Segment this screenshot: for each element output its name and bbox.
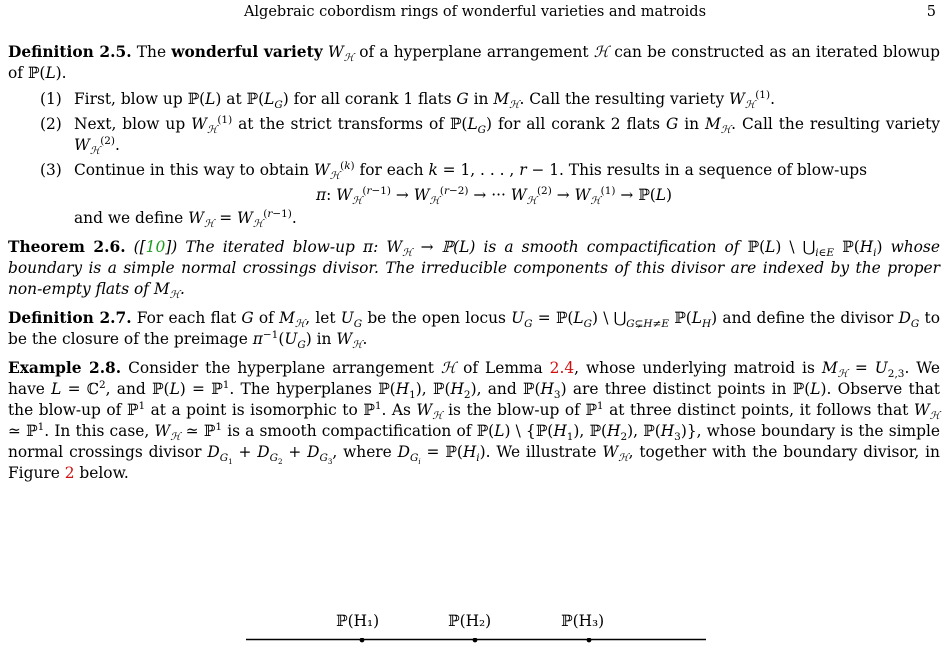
running-header: [0, 2, 950, 24]
theorem-2-6: Theorem 2.6. ([10]) The iterated blow-up π: $W_ℋ$ → ℙ(L) is a smooth compactification of ℙ(L) \ $⋃_{i\in E}$ $ℙ(H_i)$ whose boundary is a simple normal crossings divisor. The irreducible components of this divisor are indexed by the proper non-empty flats of $M_ℋ$.: [8, 238, 940, 302]
theorem-label: Theorem 2.6.: [8, 238, 126, 256]
point-h1-dot: [360, 638, 365, 642]
point-label-h1: ℙ(H₁): [336, 612, 380, 630]
lemma-reference-link[interactable]: 2.4: [549, 359, 575, 377]
page-number: 5: [926, 4, 936, 20]
point-label-h2: ℙ(H₂): [448, 612, 492, 630]
step-number: (2): [40, 115, 62, 133]
figure-reference-link[interactable]: 2: [64, 464, 75, 482]
example-label: Example 2.8.: [8, 359, 122, 377]
running-title: Algebraic cobordism rings of wonderful varieties and matroids: [243, 4, 707, 20]
step-3: (3) Continue in this way to obtain $W_ℋ^{(k)}$ for each k = 1, . . . , r − 1. This results in a sequence of blow-ups: [40, 159, 868, 183]
paper-body: [8, 42, 940, 492]
step-number: (3): [40, 161, 62, 179]
definition-label: Definition 2.5.: [8, 43, 132, 61]
example-2-8: Example 2.8. Consider the hyperplane arrangement ℋ of Lemma 2.4, whose underlying matroid is $M_ℋ = U_{2,3}$. We have L = ℂ$^2$, and ℙ(L) = ℙ$^1$. The hyperplanes $ℙ(H_1)$, $ℙ(H_2)$, and $ℙ(H_3)$ are three distinct points in ℙ(L). Observe that the blow-up of ℙ$^1$ at a point is isomorphic to ℙ$^1$. As $W_ℋ$ is the blow-up of ℙ$^1$ at three distinct points, it follows that $W_ℋ$ ≃ ℙ$^1$. In this case, $W_ℋ$ ≃ ℙ$^1$ is a smooth compactification of ℙ(L) \ {$ℙ(H_1)$, $ℙ(H_2)$, $ℙ(H_3)$}, whose boundary is the simple normal crossings divisor $D_{G_1} + D_{G_2} + D_{G_3}$, where $D_{G_i}$ = $ℙ(H_i)$. We illustrate $W_ℋ$, together with the boundary divisor, in Figure 2 below.: [8, 359, 940, 482]
construction-steps: [8, 89, 940, 181]
point-h2-dot: [473, 638, 478, 642]
definition-label: Definition 2.7.: [8, 309, 132, 327]
definition-conclusion: and we define $W_ℋ = W_ℋ^{(r-1)}$.: [74, 207, 297, 231]
step-2: (2) Next, blow up $W_ℋ^{(1)}$ at the strict transforms of $ℙ(L_G)$ for all corank 2 flats G in $M_ℋ$. Call the resulting variety $W_ℋ^{(2)}$.: [40, 113, 941, 158]
citation-link[interactable]: 10: [145, 238, 166, 256]
point-h3-dot: [587, 638, 592, 642]
bold-term: wonderful variety: [171, 43, 323, 61]
step-1: (1) First, blow up ℙ(L) at $ℙ(L_G)$ for all corank 1 flats G in $M_ℋ$. Call the resulting variety $W_ℋ^{(1)}$.: [40, 88, 775, 112]
step-number: (1): [40, 90, 62, 108]
point-label-h3: ℙ(H₃): [561, 612, 605, 630]
definition-2-5: Definition 2.5. The wonderful variety $W_ℋ$ of a hyperplane arrangement ℋ can be constructed as an iterated blowup of ℙ(L).: [8, 43, 940, 82]
definition-2-7: Definition 2.7. For each flat G of $M_ℋ$, let $U_G$ be the open locus $U_G$ = $ℙ(L_G)$ \ $⋃_{G⊊H\ne E}$ $ℙ(L_H)$ and define the divisor $D_G$ to be the closure of the preimage $\pi^{-1}(U_G)$ in $W_ℋ$.: [8, 309, 940, 352]
figure-line-with-points: [246, 638, 706, 648]
display-equation: π: $W_ℋ^{(r-1)} \to W_ℋ^{(r-2)}$ → ··· $W_ℋ^{(2)} \to W_ℋ^{(1)}$ → ℙ(L): [315, 184, 673, 208]
